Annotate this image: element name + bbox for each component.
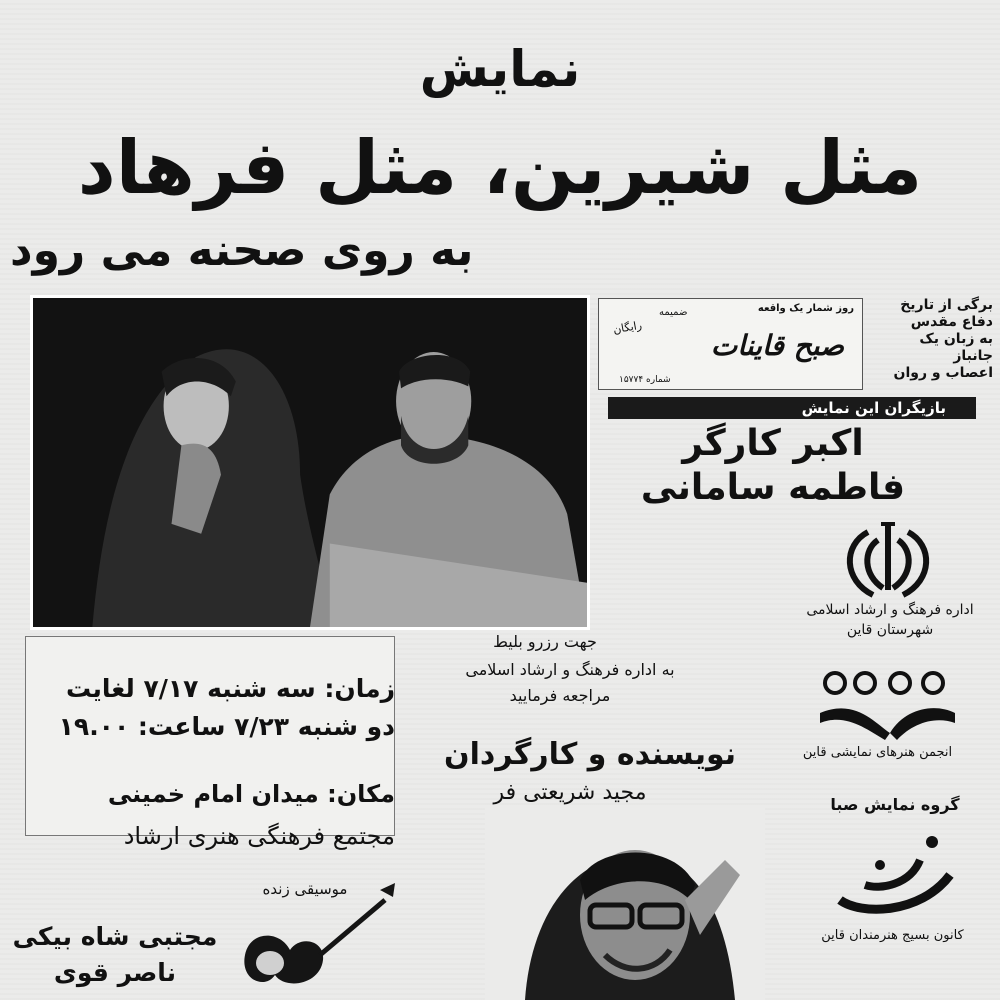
org-basij-artists: کانون بسیج هنرمندان قاین: [821, 928, 964, 943]
writer-photo: [485, 805, 765, 1000]
newspaper-headline: روز شمار یک واقعه: [757, 303, 854, 314]
tagline-line: به زبان یک: [919, 331, 993, 347]
tar-instrument-icon: [225, 875, 400, 995]
cast-heading: بازیگران این نمایش: [608, 397, 976, 419]
musician-name: مجتبی شاه بیکی: [12, 922, 218, 951]
iran-emblem-icon: [838, 520, 938, 600]
play-subtitle: به روی صحنه می رود: [10, 225, 474, 276]
ticket-info: به اداره فرهنگ و ارشاد اسلامی: [465, 660, 675, 679]
newspaper-free: رایگان: [612, 318, 643, 337]
newspaper-number: شماره ۱۵۷۷۴: [619, 375, 671, 385]
ticket-info: جهت رزرو بلیط: [493, 632, 597, 651]
schedule-time: دو شنبه ۷/۲۳ ساعت: ۱۹.۰۰: [58, 712, 395, 741]
tagline-line: دفاع مقدس: [910, 314, 993, 330]
schedule-place: مجتمع فرهنگی هنری ارشاد: [123, 822, 395, 850]
org-saba-group: گروه نمایش صبا: [830, 795, 960, 814]
org-culture-office: اداره فرهنگ و ارشاد اسلامی شهرستان قاین: [806, 602, 974, 638]
tagline-line: اعصاب و روان: [893, 365, 993, 381]
actor-name: فاطمه سامانی: [640, 467, 906, 508]
actors-photo: [30, 295, 590, 630]
newspaper-name: صبح قاینات: [710, 329, 844, 362]
newspaper-clipping: [598, 298, 863, 390]
basij-artists-icon: [820, 830, 970, 920]
schedule-time: زمان: سه شنبه ۷/۱۷ لغایت: [66, 674, 395, 703]
actor-name: اکبر کارگر: [682, 423, 864, 464]
newspaper-supplement: ضمیمه: [659, 307, 688, 318]
music-label: موسیقی زنده: [262, 880, 348, 898]
schedule-place: مکان: میدان امام خمینی: [107, 780, 395, 808]
play-title: مثل شیرین، مثل فرهاد: [77, 125, 923, 211]
tagline-line: جانباز: [953, 348, 993, 364]
ticket-info: مراجعه فرمایید: [509, 686, 611, 705]
org-theater-society: انجمن هنرهای نمایشی قاین: [802, 745, 953, 760]
writer-director-label: نویسنده و کارگردان: [443, 737, 737, 772]
writer-director-name: مجید شریعتی فر: [493, 780, 647, 805]
tagline-line: برگی از تاریخ: [900, 297, 993, 313]
musician-name: ناصر قوی: [53, 958, 177, 987]
header-label: نمایش: [419, 40, 581, 98]
tagline: [868, 297, 993, 382]
theater-masks-icon: [805, 668, 965, 743]
